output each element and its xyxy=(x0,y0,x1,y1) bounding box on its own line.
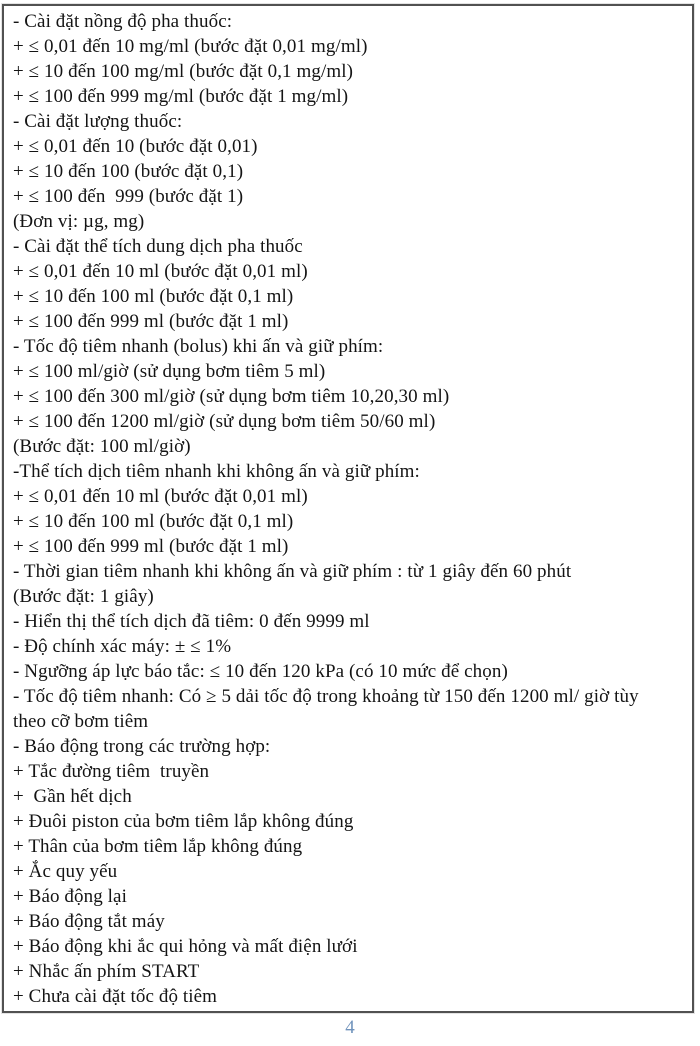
spec-line: + ≤ 100 đến 999 (bước đặt 1) xyxy=(13,186,244,207)
spec-line: + ≤ 0,01 đến 10 (bước đặt 0,01) xyxy=(13,136,258,157)
spec-line: - Cài đặt lượng thuốc: xyxy=(13,111,183,132)
spec-line: + ≤ 10 đến 100 ml (bước đặt 0,1 ml) xyxy=(13,511,294,532)
spec-line: - Cài đặt nồng độ pha thuốc: xyxy=(13,11,233,32)
spec-line: + ≤ 100 đến 999 ml (bước đặt 1 ml) xyxy=(13,311,289,332)
spec-line: + Đuôi piston của bơm tiêm lắp không đúng xyxy=(13,811,354,832)
spec-line: (Bước đặt: 1 giây) xyxy=(13,586,154,607)
spec-line: + Ắc quy yếu xyxy=(13,861,118,882)
spec-line: + ≤ 100 đến 999 mg/ml (bước đặt 1 mg/ml) xyxy=(13,86,349,107)
spec-line: theo cỡ bơm tiêm xyxy=(13,711,149,732)
spec-line: + ≤ 0,01 đến 10 mg/ml (bước đặt 0,01 mg/ml) xyxy=(13,36,368,57)
spec-line: + ≤ 100 ml/giờ (sử dụng bơm tiêm 5 ml) xyxy=(13,361,326,382)
spec-line: + Báo động tắt máy xyxy=(13,911,165,932)
spec-line: - Thời gian tiêm nhanh khi không ấn và giữ phím : từ 1 giây đến 60 phút xyxy=(13,561,572,582)
spec-line: + ≤ 10 đến 100 (bước đặt 0,1) xyxy=(13,161,244,182)
spec-line: + ≤ 100 đến 999 ml (bước đặt 1 ml) xyxy=(13,536,289,557)
spec-line: + Nhắc ấn phím START xyxy=(13,961,200,982)
spec-line: + ≤ 10 đến 100 mg/ml (bước đặt 0,1 mg/ml) xyxy=(13,61,354,82)
page-footer xyxy=(0,1016,700,1040)
spec-line: + Chưa cài đặt tốc độ tiêm xyxy=(13,986,218,1007)
spec-line: -Thể tích dịch tiêm nhanh khi không ấn và giữ phím: xyxy=(13,461,420,482)
spec-line: - Cài đặt thể tích dung dịch pha thuốc xyxy=(13,236,303,257)
spec-line: - Ngưỡng áp lực báo tắc: ≤ 10 đến 120 kPa (có 10 mức để chọn) xyxy=(13,661,508,682)
spec-line: - Tốc độ tiêm nhanh: Có ≥ 5 dải tốc độ trong khoảng từ 150 đến 1200 ml/ giờ tùy xyxy=(13,686,639,707)
spec-table-cell xyxy=(2,4,694,1013)
spec-line: (Đơn vị: µg, mg) xyxy=(13,211,145,232)
spec-line: + ≤ 10 đến 100 ml (bước đặt 0,1 ml) xyxy=(13,286,294,307)
spec-line: + ≤ 100 đến 300 ml/giờ (sử dụng bơm tiêm 10,20,30 ml) xyxy=(13,386,450,407)
spec-line: + ≤ 0,01 đến 10 ml (bước đặt 0,01 ml) xyxy=(13,261,308,282)
spec-line: - Hiển thị thể tích dịch đã tiêm: 0 đến 9999 ml xyxy=(13,611,370,632)
spec-line: + Tắc đường tiêm truyền xyxy=(13,761,210,782)
spec-line: - Tốc độ tiêm nhanh (bolus) khi ấn và giữ phím: xyxy=(13,336,384,357)
spec-line: - Báo động trong các trường hợp: xyxy=(13,736,271,757)
spec-line: + Báo động khi ắc qui hỏng và mất điện lưới xyxy=(13,936,358,957)
spec-line: + Gần hết dịch xyxy=(13,786,132,807)
spec-line: + Báo động lại xyxy=(13,886,127,907)
spec-line: (Bước đặt: 100 ml/giờ) xyxy=(13,436,191,457)
spec-line: + ≤ 100 đến 1200 ml/giờ (sử dụng bơm tiêm 50/60 ml) xyxy=(13,411,436,432)
spec-line: + ≤ 0,01 đến 10 ml (bước đặt 0,01 ml) xyxy=(13,486,308,507)
page-number: 4 xyxy=(345,1017,355,1038)
spec-line: - Độ chính xác máy: ± ≤ 1% xyxy=(13,636,232,657)
spec-line: + Thân của bơm tiêm lắp không đúng xyxy=(13,836,303,857)
